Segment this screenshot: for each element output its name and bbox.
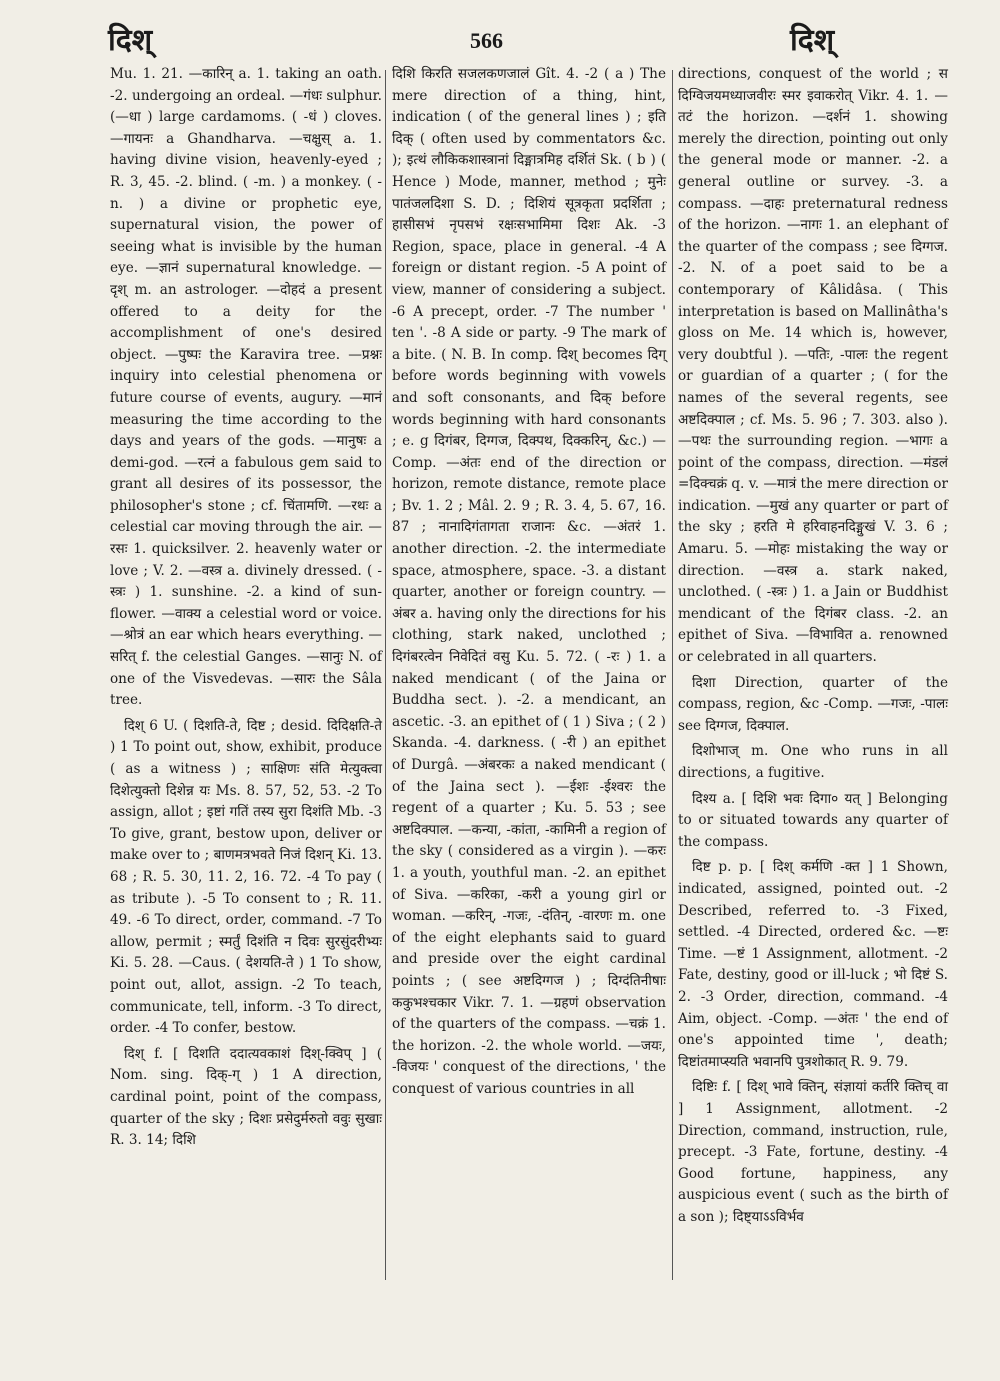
column-rule-left: [385, 70, 386, 1280]
dictionary-entry: दिश्य a. [ दिशि भवः दिगा० यत् ] Belonging to or situated towards any quarter of the compass.: [678, 790, 948, 850]
dictionary-entry: दिष्टिः f. [ दिश् भावे क्तिन्, संज्ञायां कर्तरि क्तिच् वा ] 1 Assignment, allotment. -2 Direction, command, instruction, rule, precept. -3 Fate, fortune, destiny. -4 Good fortune, happiness, any auspicious event ( such as the birth of a son ); दिष्ट्याऽऽविर्भव: [678, 1079, 948, 1225]
dictionary-entry: दिशोभाज् m. One who runs in all directions, a fugitive.: [678, 743, 948, 781]
entry-continuation: दिशि किरति सजलकणजालं Gît. 4. -2 ( a ) The mere direction of a thing, hint, indication ( of the general lines ) ; इति दिक् ( often used by commentators &c. ); इत्थं लौकिकशास्त्रानां दिङ्मात्रमिह दर्शितं Sk. ( b ) ( Hence ) Mode, manner, method ; मुनेः पातंजलदिशा S. D. ; दिशियं सूत्रकृता प्रदर्शिता ; हासीसभं नृपसभं रक्षःसभामिमा दिशः Ak. -3 Region, space, place in general. -4 A foreign or distant region. -5 A point of view, manner of considering a subject. -6 A precept, order. -7 The number ' ten '. -8 A side or party. -9 The mark of a bite. ( N. B. In comp. दिश् becomes दिग् before words beginning with vowels and soft consonants, and दिक् before words beginning with hard consonants ; e. g दिगंबर, दिग्गज, दिक्पथ, दिक्करिन्, &c.) —Comp. —अंतः end of the direction or horizon, remote distance, remote place ; Bv. 1. 2 ; Mâl. 2. 9 ; R. 3. 4, 5. 67, 16. 87 ; नानादिगंतागता राजानः &c. —अंतरं 1. another direction. -2. the intermediate space, atmosphere, space. -3. a distant quarter, another or foreign country. —अंबर a. having only the directions for his clothing, stark naked, unclothed ; दिगंबरत्वेन निवेदितं वसु Ku. 5. 72. ( -रः ) 1. a naked mendicant ( of the Jaina or Buddha sect. ). -2. a mendicant, an ascetic. -3. an epithet of ( 1 ) Siva ; ( 2 ) Skanda. -4. darkness. ( -री ) an epithet of Durgâ. —अंबरकः a naked mendicant ( of the Jaina sect ). —ईशः -ईश्वरः the regent of a quarter ; Ku. 5. 53 ; see अष्टदिक्पाल. —कन्या, -कांता, -कामिनी a region of the sky ( considered as a virgin ). —करः 1. a youth, youthful man. -2. an epithet of Siva. —करिका, -करी a young girl or woman. —करिन्, -गजः, -दंतिन्, -वारणः m. one of the eight elephants said to guard and preside over the eight cardinal points ; ( see अष्टदिग्गज ) ; दिग्दंतिनीषाः ककुभश्चकार Vikr. 7. 1. —ग्रहणं observation of the quarters of the compass. —चक्रं 1. the horizon. -2. the whole world. —जयः, -विजयः ' conquest of the directions, ' the conquest of various countries in all: [392, 66, 666, 1097]
entry-continuation: Mu. 1. 21. —कारिन् a. 1. taking an oath. -2. undergoing an ordeal. —गंधः sulphur. (—धा ) large cardamoms. ( -धं ) cloves. —गायनः a Ghandharva. —चक्षुस् a. 1. having divine vision, heavenly-eyed ; R. 3, 45. -2. blind. ( -m. ) a monkey. ( -n. ) a divine or prophetic eye, supernatural vision, the power of seeing what is invisible by the human eye. —ज्ञानं supernatural knowledge. —दृश् m. an astrologer. —दोहदं a present offered to a deity for the accomplishment of one's desired object. —पुष्पः the Karavira tree. —प्रश्नः inquiry into celestial phenomena or future course of events, augury. —मानं measuring the time according to the days and years of the gods. —मानुषः a demi-god. —रत्नं a fabulous gem said to grant all desires of its possessor, the philosopher's stone ; cf. चिंतामणि. —रथः a celestial car moving through the air. —रसः 1. quicksilver. 2. heavenly water or love ; V. 2. —वस्त्र a. divinely dressed. ( -स्त्रः ) 1. sunshine. -2. a kind of sun-flower. —वाक्य a celestial word or voice. —श्रोत्रं an ear which hears everything. —सरित् f. the celestial Ganges. —सानुः N. of one of the Visvedevas. —सारः the Sâla tree.: [110, 66, 382, 709]
dictionary-entry: दिशा Direction, quarter of the compass, region, &c -Comp. —गजः, -पालः see दिग्गज, दिक्पाल.: [678, 674, 948, 734]
dictionary-entry: दिश् f. [ दिशति ददात्यवकाशं दिश्-क्विप् ] ( Nom. sing. दिक्-ग् ) 1 A direction, cardinal point, point of the compass, quarter of the sky ; दिशः प्रसेदुर्मरुतो ववुः सुखाः R. 3. 14; दिशि: [110, 1045, 382, 1149]
column-1: [110, 64, 382, 1152]
dictionary-entry: दिष्ट p. p. [ दिश् कर्मणि -क्त ] 1 Shown, indicated, assigned, pointed out. -2 Described, referred to. -3 Fixed, settled. -4 Directed, ordered &c. —ष्टः Time. —ष्टं 1 Assignment, allotment. -2 Fate, destiny, good or ill-luck ; भो दिष्टं S. 2. -3 Order, direction, command. -4 Aim, object. -Comp. —अंतः ' the end of one's appointed time ', death; दिष्टांतमाप्स्यति भवानपि पुत्रशोकात् R. 9. 79.: [678, 859, 948, 1070]
page-number: 566: [470, 28, 503, 53]
entry-continuation: directions, conquest of the world ; स दिग्विजयमध्याजवीरः स्मर इवाकरोत् Vikr. 4. 1. —तटं the horizon. —दर्शनं 1. showing merely the direction, pointing out only the general mode or manner. -2. a general outline or survey. -3. a compass. —दाहः preternatural redness of the horizon. —नागः 1. an elephant of the quarter of the compass ; see दिग्गज. -2. N. of a poet said to be a contemporary of Kâlidâsa. ( This interpretation is based on Mallinâtha's gloss on Me. 14 which is, however, very doubtful ). —पतिः, -पालः the regent or guardian of a quarter ; ( for the names of the several regents, see अष्टदिक्पाल ; cf. Ms. 5. 96 ; 7. 303. also ). —पथः the surrounding region. —भागः a point of the compass, direction. —मंडलं =दिक्चक्रं q. v. —मात्रं the mere direction or indication. —मुखं any quarter or part of the sky ; हरति मे हरिवाहनदिङ्मुखं V. 3. 6 ; Amaru. 5. —मोहः mistaking the way or direction. —वस्त्र a. stark naked, unclothed. ( -स्त्रः ) 1. a Jain or Buddhist mendicant of the दिगंबर class. -2. an epithet of Siva. —विभावित a. renowned or celebrated in all quarters.: [678, 66, 948, 666]
right-guide-word: दिश्: [790, 23, 835, 58]
left-guide-word: दिश्: [108, 23, 153, 58]
dictionary-entry: दिश् 6 U. ( दिशति-ते, दिष्ट ; desid. दिदिक्षति-ते ) 1 To point out, show, exhibit, produce ( as a witness ) ; साक्षिणः संति मेत्युक्त्वा दिशेत्युक्तो दिशेन्न यः Ms. 8. 57, 52, 53. -2 To assign, allot ; इष्टां गतिं तस्य सुरा दिशंति Mb. -3 To give, grant, bestow upon, deliver or make over to ; बाणमत्रभवते निजं दिशन् Ki. 13. 68 ; R. 5. 30, 11. 2, 16. 72. -4 To pay ( as tribute ). -5 To consent to ; R. 11. 49. -6 To direct, order, command. -7 To allow, permit ; स्मर्तुं दिशंति न दिवः सुरसुंदरीभ्यः Ki. 5. 28. —Caus. ( देशयति-ते ) 1 To show, point out, allot, assign. -2 To teach, communicate, tell, inform. -3 To direct, order. -4 To confer, bestow.: [110, 717, 382, 1037]
column-2: [392, 64, 666, 1101]
column-rule-right: [672, 70, 673, 1280]
column-3: [678, 64, 948, 1228]
running-header: [0, 18, 1000, 68]
